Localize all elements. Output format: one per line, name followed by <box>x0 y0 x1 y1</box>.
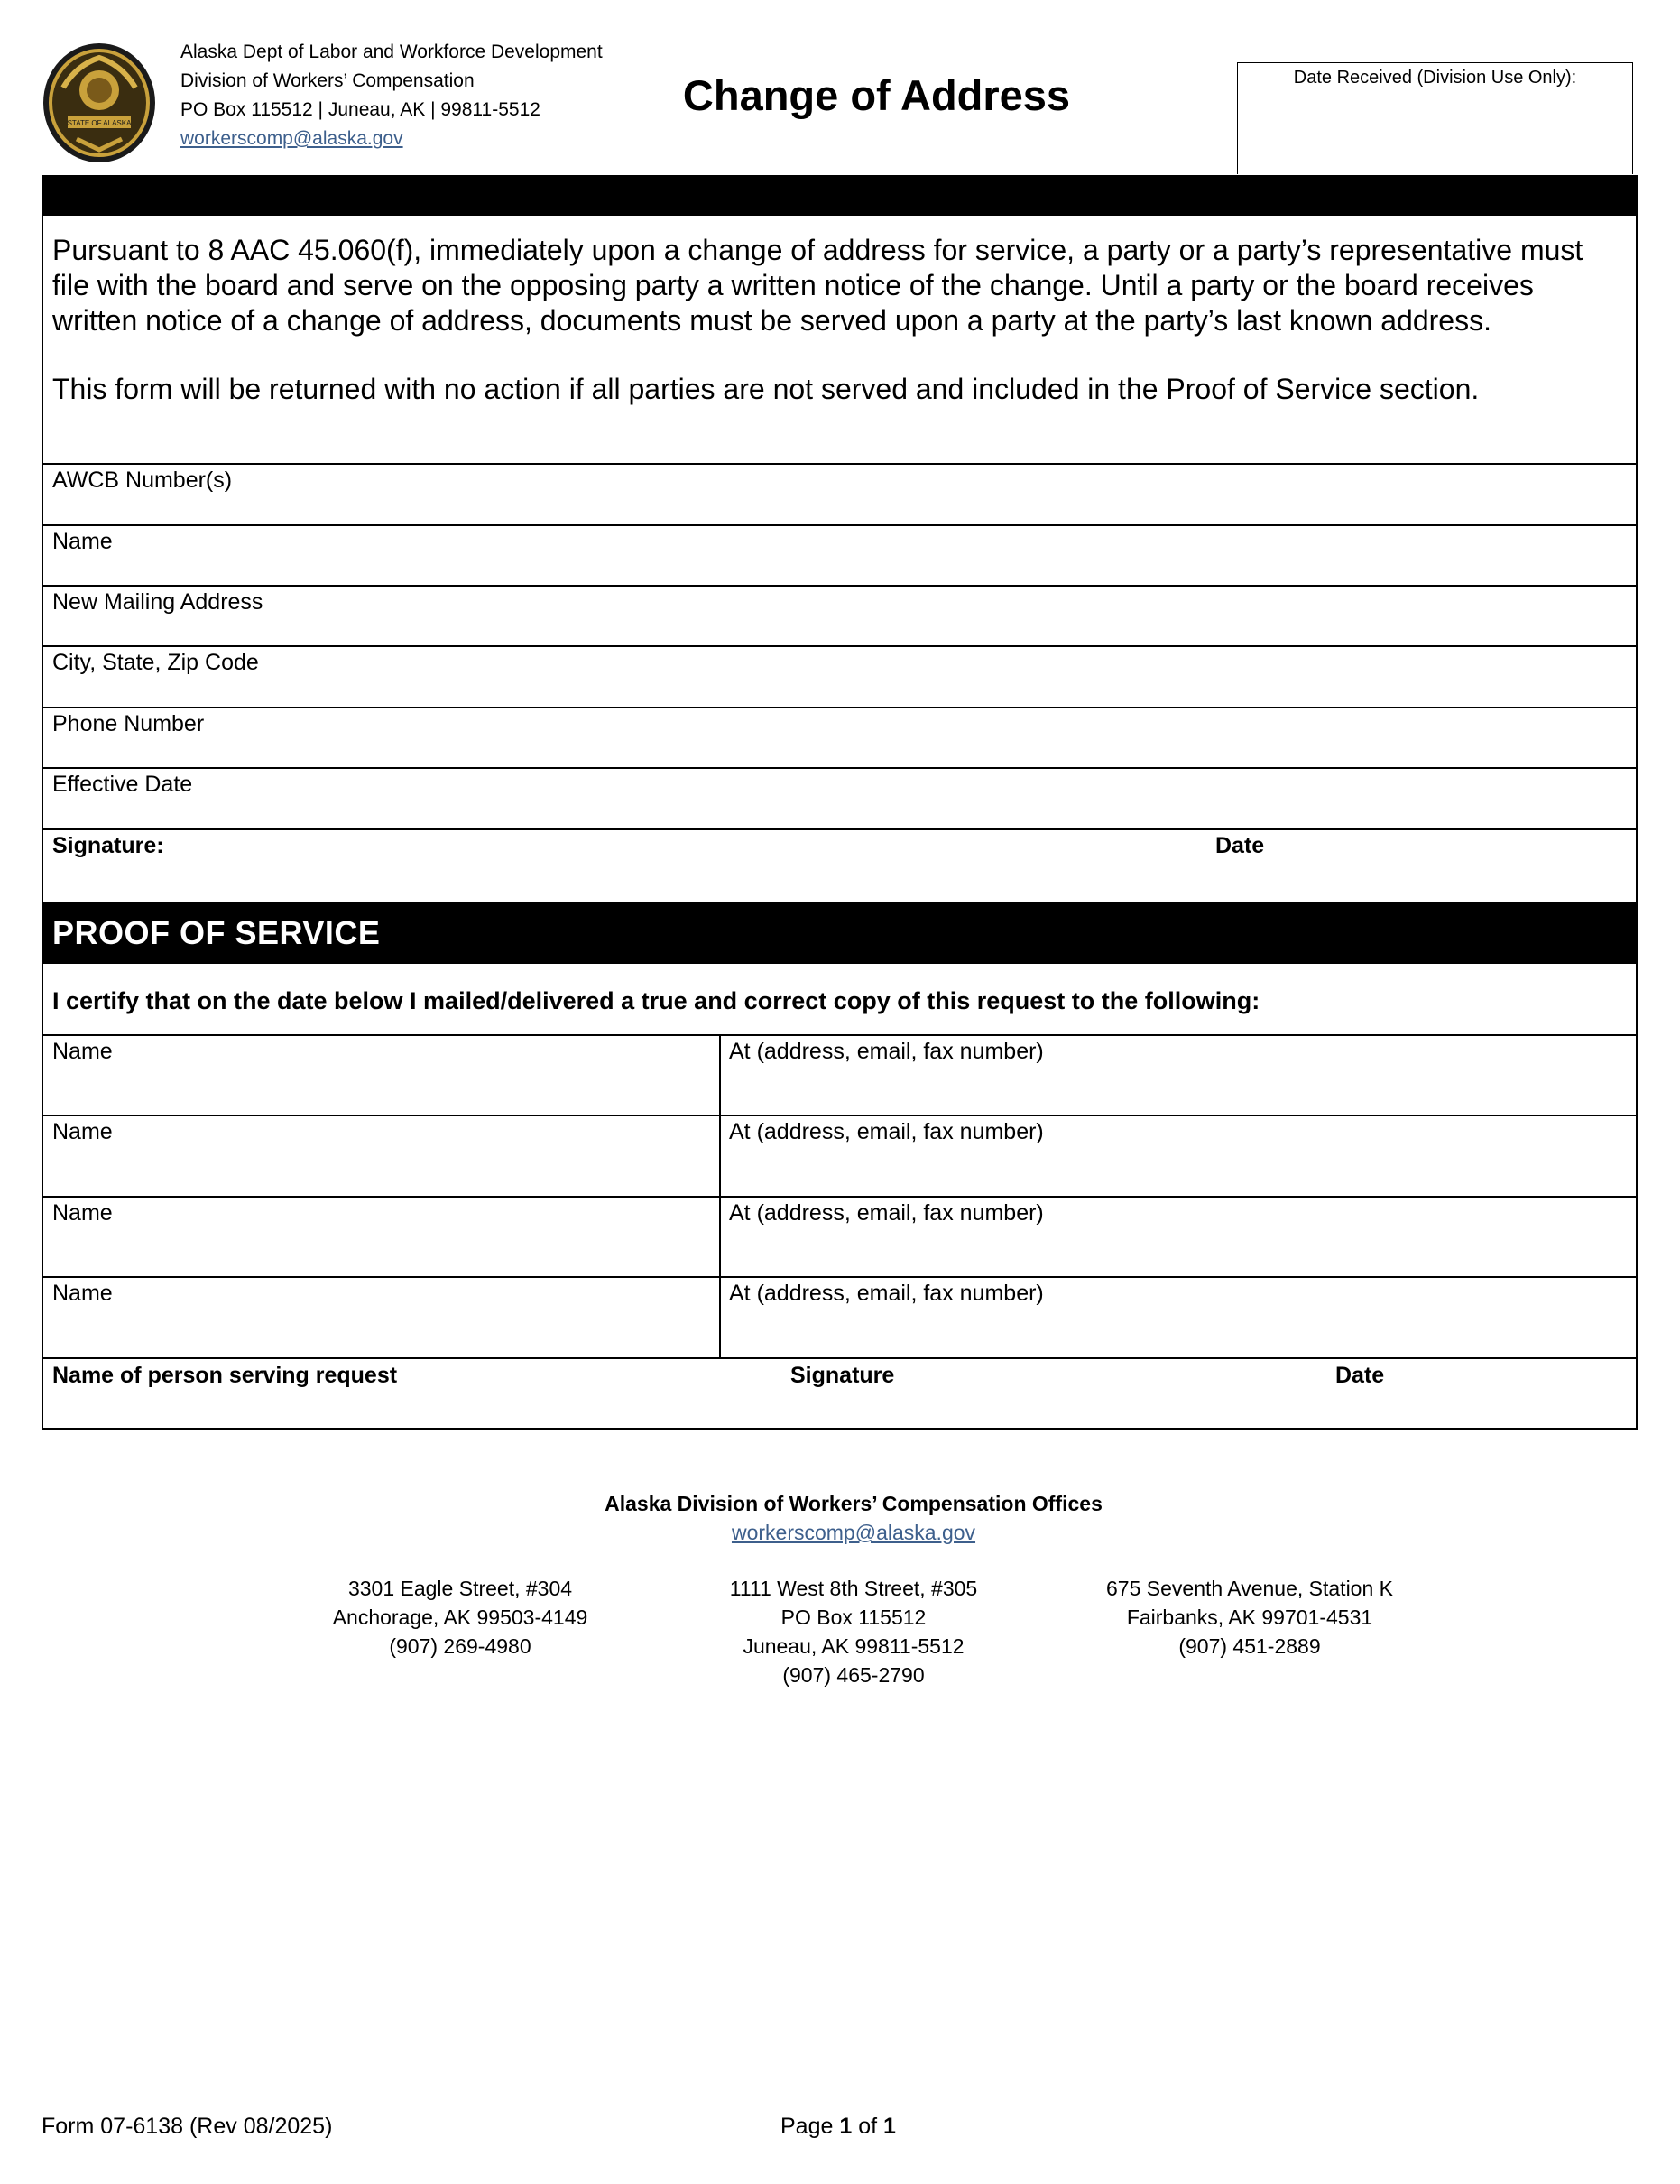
office-address-line: 1111 West 8th Street, #305 <box>729 1577 978 1600</box>
offices-email-link[interactable]: workerscomp@alaska.gov <box>731 1521 976 1544</box>
page-number <box>780 2114 896 2140</box>
office-address-line: Juneau, AK 99811-5512 <box>743 1634 965 1658</box>
header-divider-bar <box>42 175 1638 216</box>
date-field[interactable]: Date <box>1215 833 1265 858</box>
service-name-field[interactable]: Name <box>52 1281 113 1306</box>
divider <box>42 828 1638 830</box>
proof-of-service-title: PROOF OF SERVICE <box>52 914 381 951</box>
office-address-line: Fairbanks, AK 99701-4531 <box>1126 1606 1373 1629</box>
page-title: Change of Address <box>682 71 1071 119</box>
intro-paragraph-1: Pursuant to 8 AAC 45.060(f), immediately upon a change of address for service, a party or a party’s representative must file with the board and serve on the opposing party a written notice of the change. Until a party or the board receives written notice of a change of address, documents must be served upon a party at the party’s last known address. <box>52 234 1583 337</box>
page-current: 1 <box>839 2114 853 2139</box>
column-divider <box>719 1034 721 1357</box>
date-received-label: Date Received (Division Use Only): <box>1293 68 1577 88</box>
office-address-line: Anchorage, AK 99503-4149 <box>332 1606 588 1629</box>
service-name-field[interactable]: Name <box>52 1039 113 1064</box>
page-prefix: Page <box>780 2114 840 2139</box>
offices-heading: Alaska Division of Workers’ Compensation Offices <box>605 1492 1103 1515</box>
form-number: Form 07-6138 (Rev 08/2025) <box>42 2114 333 2139</box>
agency-email-link[interactable]: workerscomp@alaska.gov <box>180 128 403 149</box>
effective-date-field[interactable]: Effective Date <box>52 772 193 797</box>
office-address-line: 675 Seventh Avenue, Station K <box>1106 1577 1393 1600</box>
divider <box>42 524 1638 526</box>
phone-number-field[interactable]: Phone Number <box>52 711 205 736</box>
divider <box>42 645 1638 647</box>
server-signature-field[interactable]: Signature <box>790 1363 895 1388</box>
server-date-field[interactable]: Date <box>1335 1363 1385 1388</box>
signature-field[interactable]: Signature: <box>52 833 164 858</box>
service-address-field[interactable]: At (address, email, fax number) <box>729 1039 1044 1064</box>
divider <box>42 707 1638 708</box>
page-total: 1 <box>883 2114 896 2139</box>
divider <box>42 463 1638 465</box>
intro-paragraph-2: This form will be returned with no action if all parties are not served and included in the Proof of Service section. <box>52 373 1480 405</box>
divider <box>42 767 1638 769</box>
divider <box>42 1115 1638 1116</box>
new-mailing-address-field[interactable]: New Mailing Address <box>52 589 263 615</box>
city-state-zip-field[interactable]: City, State, Zip Code <box>52 650 259 675</box>
intro-text <box>52 233 1622 407</box>
divider <box>42 1357 1638 1359</box>
office-phone: (907) 269-4980 <box>389 1634 531 1658</box>
certify-statement: I certify that on the date below I mailed/delivered a true and correct copy of this request to the following: <box>52 987 1260 1014</box>
page-middle: of <box>852 2114 883 2139</box>
division-name: Division of Workers’ Compensation <box>180 70 475 91</box>
office-address-line: PO Box 115512 <box>780 1606 927 1629</box>
divider <box>42 1034 1638 1036</box>
service-name-field[interactable]: Name <box>52 1119 113 1144</box>
awcb-number-field[interactable]: AWCB Number(s) <box>52 467 233 493</box>
service-name-field[interactable]: Name <box>52 1200 113 1226</box>
agency-name: Alaska Dept of Labor and Workforce Development <box>180 42 603 62</box>
fairbanks-office <box>1069 1574 1430 1661</box>
svg-text:STATE OF ALASKA: STATE OF ALASKA <box>67 119 132 127</box>
service-address-field[interactable]: At (address, email, fax number) <box>729 1200 1044 1226</box>
office-phone: (907) 465-2790 <box>782 1663 925 1687</box>
service-address-field[interactable]: At (address, email, fax number) <box>729 1281 1044 1306</box>
anchorage-office <box>280 1574 641 1661</box>
office-phone: (907) 451-2889 <box>1178 1634 1321 1658</box>
office-address-line: 3301 Eagle Street, #304 <box>347 1577 573 1600</box>
name-field[interactable]: Name <box>52 529 113 554</box>
divider <box>42 1196 1638 1198</box>
juneau-office <box>673 1574 1034 1689</box>
divider <box>42 1276 1638 1278</box>
service-address-field[interactable]: At (address, email, fax number) <box>729 1119 1044 1144</box>
divider <box>42 585 1638 587</box>
server-name-field[interactable]: Name of person serving request <box>52 1363 398 1388</box>
agency-address: PO Box 115512 | Juneau, AK | 99811-5512 <box>180 99 540 120</box>
